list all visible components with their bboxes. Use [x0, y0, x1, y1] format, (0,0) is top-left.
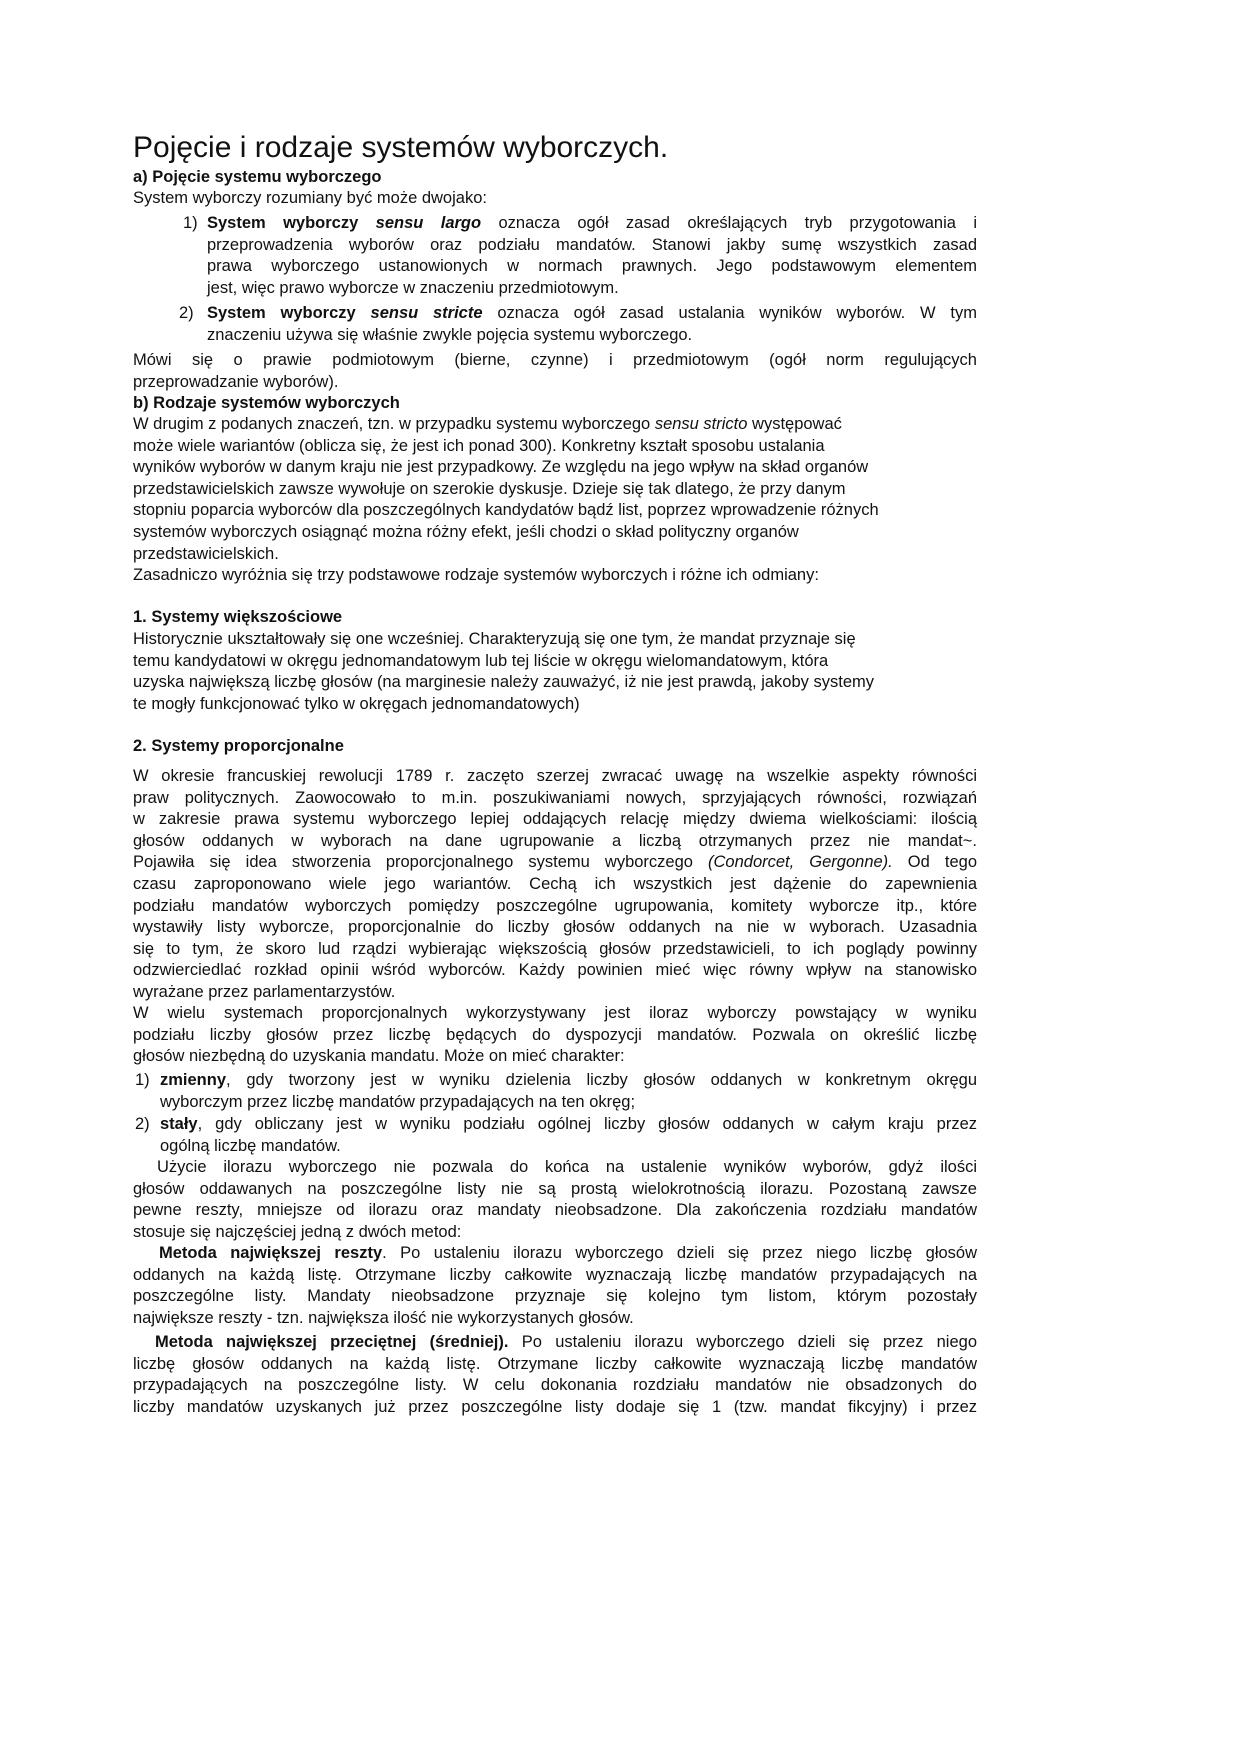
heading-a: [133, 167, 977, 189]
list-item-staly: [160, 1114, 977, 1157]
list-marker: 1): [183, 214, 198, 232]
text-segment: występować: [747, 415, 842, 433]
text-line: podziału mandatów wyborczych pomiędzy poszczególne ugrupowania, komitety wyborcze itp., które: [133, 896, 977, 915]
text-line: stosuje się najczęściej jedną z dwóch metod:: [133, 1222, 462, 1241]
heading-systemy-wiekszosciowe: [133, 607, 977, 629]
text-line: wyrażane przez parlamentarzystów.: [133, 982, 396, 1001]
emphasis-text: stały: [160, 1115, 198, 1133]
text-line: liczbę głosów oddanych na każdą listę. Otrzymane liczby całkowite wyznaczają liczbę mandatów: [133, 1354, 977, 1373]
list-item-sensu-stricte: [207, 303, 977, 346]
text-line: te mogły funkcjonować tylko w okręgach jednomandatowych): [133, 694, 580, 713]
text-line: uzyska największą liczbę głosów (na marginesie należy zauważyć, iż nie jest prawdą, jakoby systemy: [133, 673, 874, 692]
text-line: w zakresie prawa systemu wyborczego lepiej oddających relację między dwiema wielkościami: ilością: [133, 810, 977, 829]
emphasis-text: Metoda największej reszty: [159, 1244, 383, 1262]
text-line: [160, 1114, 977, 1136]
emphasis-text: sensu largo: [375, 214, 482, 232]
text-segment: oznacza ogół zasad określających tryb przygotowania i: [481, 214, 978, 232]
text-line: praw politycznych. Zaowocowało to m.in. poszukiwaniami nowych, sprzyjających równości, rozwiązań: [133, 788, 977, 807]
text-line: Użycie ilorazu wyborczego nie pozwala do końca na ustalenie wyników wyborów, gdyż ilości: [157, 1158, 977, 1176]
text-line: liczby mandatów uzyskanych już przez poszczególne listy dodaje się 1 (tzw. mandat fikcyjny) i przez: [133, 1397, 977, 1416]
paragraph-metoda-najwiekszej-reszty: [133, 1243, 977, 1329]
text-segment: oznacza ogół zasad ustalania wyników wyborów. W tym: [482, 304, 978, 322]
paragraph-uzycie: [133, 1157, 977, 1243]
paragraph-w-okresie: [133, 766, 977, 1004]
text-line: Historycznie ukształtowały się one wcześniej. Charakteryzują się one tym, że mandat przyznaje się: [133, 630, 856, 648]
text-line: przedstawicielskich zawsze wywołuje on szerokie dyskusje. Dzieje się tak dlatego, że przy danym: [133, 479, 846, 498]
text-line: Mówi się o prawie podmiotowym (bierne, czynne) i przedmiotowym (ogół norm regulujących: [133, 351, 977, 369]
text-line: głosów oddawanych na poszczególne listy nie są prostą wielokrotnością ilorazu. Pozostaną zawsze: [133, 1179, 977, 1198]
text-line: prawa wyborczego ustanowionych w normach prawnych. Jego podstawowym elementem: [207, 257, 977, 276]
heading-systemy-proporcjonalne: [133, 736, 977, 758]
document-title: Pojęcie i rodzaje systemów wyborczych.: [133, 131, 669, 164]
text-line: ogólną liczbę mandatów.: [160, 1136, 341, 1155]
text-line: może wiele wariantów (oblicza się, że jest ich ponad 300). Konkretny kształt sposobu ustalania: [133, 436, 825, 455]
text-line: [133, 1332, 977, 1354]
paragraph-mowi: [133, 350, 977, 393]
text-segment: , gdy tworzony jest w wyniku dzielenia liczby głosów oddanych w konkretnym okręgu: [226, 1071, 977, 1089]
text-line: System wyborczy rozumiany być może dwojako:: [133, 189, 487, 207]
text-line: wystawiły listy wyborcze, proporcjonalnie do liczby głosów oddanych na nie w wyborach. Uzasadnia: [133, 918, 977, 937]
text-line: stopniu poparcia wyborców dla poszczególnych kandydatów bądź list, poprzez wprowadzenie różnych: [133, 501, 879, 520]
text-line: pewne reszty, mniejsze od ilorazu oraz mandaty nieobsadzone. Dla zakończenia rozdziału mandatów: [133, 1201, 977, 1220]
text-line: znaczeniu używa się właśnie zwykle pojęcia systemu wyborczego.: [207, 325, 693, 344]
text-line: się to tym, że skoro lud rządzi wybierając większością głosów przedstawicieli, to ich poglądy powinny: [133, 939, 977, 958]
text-line: a) Pojęcie systemu wyborczego: [133, 168, 382, 186]
emphasis-text: (Condorcet, Gergonne).: [708, 853, 893, 872]
list-item-sensu-largo: [207, 213, 977, 299]
emphasis-text: Metoda największej przeciętnej (średniej).: [155, 1333, 509, 1351]
text-line: W okresie francuskiej rewolucji 1789 r. zaczęto szerzej zwracać uwagę na wszelkie aspekty równości: [133, 767, 977, 785]
emphasis-text: sensu stricto: [654, 415, 748, 433]
text-line: przeprowadzenia wyborów oraz podziału mandatów. Stanowi jakby sumę wszystkich zasad: [207, 235, 977, 254]
text-line: jest, więc prawo wyborcze w znaczeniu przedmiotowym.: [207, 278, 619, 297]
text-segment: Po ustaleniu ilorazu wyborczego dzieli się przez niego: [508, 1333, 977, 1351]
text-segment: . Po ustaleniu ilorazu wyborczego dzieli się przez niego liczbę głosów: [382, 1244, 977, 1262]
text-line: największe reszty - tzn. największa ilość nie wykorzystanych głosów.: [133, 1308, 634, 1327]
list-item-zmienny: [160, 1070, 977, 1113]
emphasis-text: zmienny: [160, 1071, 227, 1089]
paragraph-w-drugim: [133, 414, 977, 565]
text-line: przedstawicielskich.: [133, 544, 279, 563]
paragraph-historycznie: [133, 629, 977, 715]
text-line: 2. Systemy proporcjonalne: [133, 737, 344, 755]
text-line: odzwierciedlać rozkład opinii wśród wyborców. Każdy powinien mieć więc równy wpływ na stanowisko: [133, 961, 977, 980]
text-line: przypadających na poszczególne listy. W celu dokonania rozdziału mandatów nie obsadzonych do: [133, 1376, 977, 1395]
text-segment: W drugim z podanych znaczeń, tzn. w przypadku systemu wyborczego: [133, 415, 655, 433]
paragraph-metoda-najwiekszej-sredniej: [133, 1332, 977, 1418]
text-line: 1. Systemy większościowe: [133, 608, 343, 626]
list-marker: 2): [135, 1115, 150, 1133]
text-line: W wielu systemach proporcjonalnych wykorzystywany jest iloraz wyborczy powstający w wyniku: [133, 1004, 977, 1022]
text-line: głosów niezbędną do uzyskania mandatu. Może on mieć charakter:: [133, 1047, 625, 1066]
text-line: podziału liczby głosów przez liczbę będących do dyspozycji mandatów. Pozwala on określić liczbę: [133, 1025, 977, 1044]
text-line: [207, 213, 977, 235]
emphasis-text: sensu stricte: [370, 304, 483, 322]
list-marker: 1): [135, 1071, 150, 1089]
text-line: głosów oddanych w wyborach na dane ugrupowanie a liczbą otrzymanych przez nie mandat~.: [133, 831, 977, 850]
text-line: przeprowadzanie wyborów).: [133, 372, 339, 391]
heading-b: [133, 393, 977, 415]
emphasis-text: System wyborczy: [207, 214, 376, 232]
text-segment: , gdy obliczany jest w wyniku podziału ogólnej liczby głosów oddanych w całym kraju przez: [197, 1115, 977, 1133]
paragraph-w-wielu: [133, 1003, 977, 1068]
text-line: [133, 1243, 977, 1265]
text-line: wyborczym przez liczbę mandatów przypadających na ten okręg;: [160, 1092, 636, 1111]
paragraph-zasadniczo: [133, 565, 977, 587]
list-marker: 2): [179, 304, 194, 322]
text-line: [133, 414, 977, 436]
text-line: [133, 852, 977, 874]
text-line: czasu zaproponowano wiele jego wariantów. Cechą ich wszystkich jest dążenie do zapewnienia: [133, 874, 977, 893]
text-segment: Pojawiła się idea stworzenia proporcjonalnego systemu wyborczego: [133, 853, 709, 872]
emphasis-text: System wyborczy: [207, 304, 371, 322]
text-line: systemów wyborczych osiągnąć można różny efekt, jeśli chodzi o skład polityczny organów: [133, 522, 799, 541]
text-segment: Od tego: [892, 853, 977, 872]
text-line: poszczególne listy. Mandaty nieobsadzone przyznaje się kolejno tym listom, którym pozostały: [133, 1287, 977, 1306]
text-line: b) Rodzaje systemów wyborczych: [133, 394, 400, 412]
text-line: temu kandydatowi w okręgu jednomandatowym lub tej liście w okręgu wielomandatowym, która: [133, 651, 829, 670]
intro-paragraph: [133, 188, 977, 210]
text-line: [207, 303, 977, 325]
text-line: wyników wyborów w danym kraju nie jest przypadkowy. Ze względu na jego wpływ na skład organów: [133, 458, 869, 477]
text-line: oddanych na każdą listę. Otrzymane liczby całkowite wyznaczają liczbę mandatów przypadających na: [133, 1265, 977, 1284]
text-line: [160, 1070, 977, 1092]
text-line: Zasadniczo wyróżnia się trzy podstawowe rodzaje systemów wyborczych i różne ich odmiany:: [133, 566, 819, 584]
